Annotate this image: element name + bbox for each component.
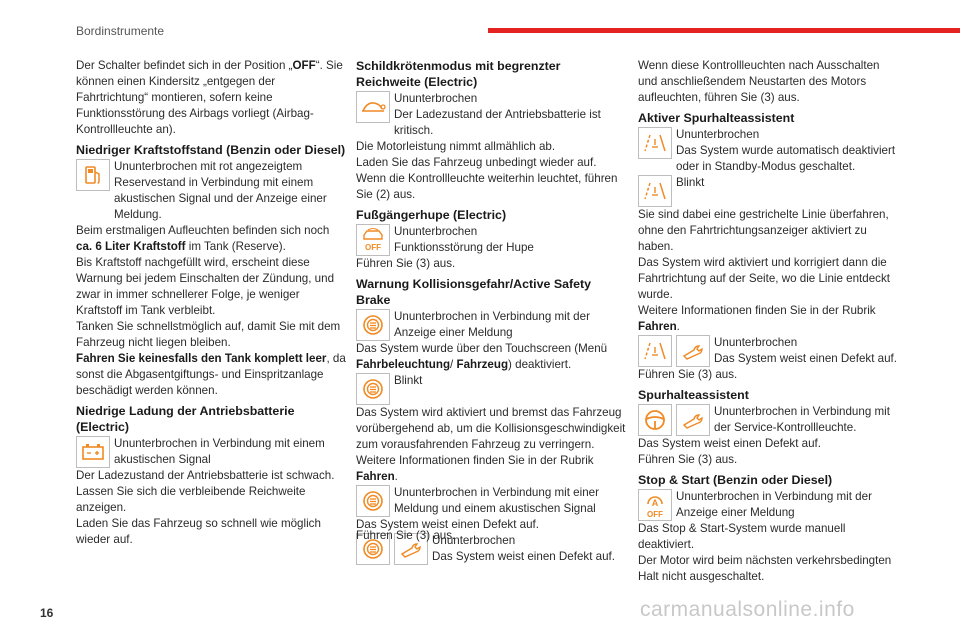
turtle-status-text: Ununterbrochen [394, 92, 478, 105]
stop-start-deactivated: Das Stop & Start-System wurde manuell deaktiviert. [638, 522, 846, 551]
lane-assist-c-status: Ununterbrochen [714, 336, 798, 349]
lane-departure-icon [638, 335, 672, 367]
section-heading-horn: Fußgängerhupe (Electric) [356, 208, 507, 222]
lane-departure-icon [638, 175, 672, 207]
collision-warning-icon [356, 309, 390, 341]
turtle-desc: Der Ladezustand der Antriebsbatterie ist kritisch. [394, 108, 601, 137]
collision-d-desc: Das System weist einen Defekt auf. [432, 550, 616, 563]
off-label: OFF [292, 59, 316, 72]
section-heading-lane-assist: Aktiver Spurhalteassistent [638, 111, 795, 125]
turtle-charge-text: Laden Sie das Fahrzeug unbedingt wieder auf. Wenn die Kontrollleuchte weiterhin leuchtet, führen Sie (2) aus. [356, 156, 618, 201]
fuel-empty-warning: Fahren Sie keinesfalls den Tank komplett leer, da sonst die Abgasentgiftungs- und Einspritzanlage beschädigt werden können. [76, 352, 346, 397]
collision-d-status: Ununterbrochen [432, 534, 516, 547]
lane-keep-status: Ununterbrochen in Verbindung mit der Service-Kontrollleuchte. [714, 405, 890, 434]
lane-departure-icon [638, 127, 672, 159]
collision-c-status: Ununterbrochen in Verbindung mit einer Meldung und einem akustischen Signal [394, 486, 599, 515]
collision-b-more: Weitere Informationen finden Sie in der Rubrik Fahren. [356, 454, 594, 483]
collision-a-status: Ununterbrochen in Verbindung mit der Anzeige einer Meldung [394, 310, 590, 339]
battery-charge-text: Laden Sie das Fahrzeug so schnell wie möglich wieder auf. [76, 517, 321, 546]
lane-assist-b-status: Blinkt [676, 176, 705, 189]
section-heading-turtle: Schildkrötenmodus mit begrenzter Reichweite (Electric) [356, 59, 561, 89]
indicator-fuel [76, 159, 346, 223]
section-heading-lane-keep: Spurhalteassistent [638, 388, 749, 402]
indicator-horn [356, 224, 626, 256]
fuel-status-text: Ununterbrochen mit rot angezeigtem Reservestand in Verbindung mit einem akustischen Signal und der Anzeige einer Meldung. [114, 160, 327, 221]
header-accent-bar [488, 28, 960, 33]
collision-c-desc: Das System weist einen Defekt auf. [356, 518, 540, 531]
horn-desc: Funktionsstörung der Hupe [394, 241, 534, 254]
fuel-reserve-text: Beim erstmaligen Aufleuchten befinden sich noch ca. 6 Liter Kraftstoff im Tank (Reserve). [76, 224, 330, 253]
lane-assist-correct-text: Das System wird aktiviert und korrigiert dann die Fahrtrichtung auf der Seite, wo die Linie entdeckt wurde. [638, 256, 890, 301]
indicator-stop-start [638, 489, 900, 521]
svg-text:OFF: OFF [365, 243, 381, 252]
fuel-pump-icon [76, 159, 110, 191]
svg-text:OFF: OFF [647, 510, 663, 519]
fuel-refuel-text: Tanken Sie schnellstmöglich auf, damit Sie mit dem Fahrzeug nicht liegen bleiben. [76, 320, 341, 349]
wrench-icon [676, 404, 710, 436]
turtle-power-text: Die Motorleistung nimmt allmählich ab. [356, 140, 556, 153]
section-heading-collision: Warnung Kollisionsgefahr/Active Safety Brake [356, 277, 592, 307]
battery-status-text: Ununterbrochen in Verbindung mit einem akustischen Signal [114, 437, 325, 466]
lane-assist-b-desc: Sie sind dabei eine gestrichelte Linie überfahren, ohne den Fahrtrichtungsanzeiger aktiviert zu haben. [638, 208, 889, 253]
column-1 [76, 58, 346, 548]
indicator-battery [76, 436, 346, 468]
airbag-intro: Der Schalter befindet sich in der Position „OFF“. Sie können einen Kindersitz „entgegen der Fahrtrichtung“ montieren, sofern keine Funktionsstörung des Airbags vorliegt (Airbag-Kontrollleuchte an). [76, 59, 343, 136]
lane-assist-more: Weitere Informationen finden Sie in der Rubrik Fahren. [638, 304, 876, 333]
section-heading-battery: Niedrige Ladung der Antriebsbatterie (Electric) [76, 404, 295, 434]
page-header-title: Bordinstrumente [76, 24, 165, 38]
lane-assist-action: Führen Sie (3) aus. [638, 368, 738, 381]
collision-warning-icon [356, 373, 390, 405]
lane-assist-c-desc: Das System weist einen Defekt auf. [714, 352, 898, 365]
turtle-icon [356, 91, 390, 123]
battery-low-icon [76, 436, 110, 468]
lane-keep-defect: Das System weist einen Defekt auf. [638, 437, 822, 450]
wrench-icon [676, 335, 710, 367]
fuel-warning-text: Bis Kraftstoff nachgefüllt wird, erscheint diese Warnung bei jedem Einschalten der Zündung, und zwar in immer schnellerer Folge, je weniger Kraftstoff im Tank verbleibt. [76, 256, 335, 317]
collision-warning-icon [356, 485, 390, 517]
indicator-collision-b [356, 373, 626, 405]
column-2 [356, 58, 626, 565]
indicator-lane-assist-b [638, 175, 900, 207]
col3-intro: Wenn diese Kontrollleuchten nach Ausschalten und anschließendem Neustarten des Motors aufleuchten, führen Sie (3) aus. [638, 59, 880, 104]
indicator-collision-c [356, 485, 626, 517]
section-heading-stop-start: Stop & Start (Benzin oder Diesel) [638, 473, 833, 487]
horn-action-text: Führen Sie (3) aus. [356, 257, 456, 270]
indicator-lane-assist-a [638, 127, 900, 175]
svg-text:A: A [651, 498, 659, 508]
horn-status-text: Ununterbrochen [394, 225, 478, 238]
stop-start-engine-text: Der Motor wird beim nächsten verkehrsbedingten Halt nicht ausgeschaltet. [638, 554, 892, 583]
watermark: carmanualsonline.info [640, 598, 855, 621]
collision-b-status: Blinkt [394, 374, 423, 387]
page-number: 16 [40, 606, 54, 620]
lane-assist-a-desc: Das System wurde automatisch deaktiviert oder in Standby-Modus geschaltet. [676, 144, 896, 173]
battery-range-text: Lassen Sie sich die verbleibende Reichweite anzeigen. [76, 485, 306, 514]
indicator-collision-a [356, 309, 626, 341]
section-heading-fuel: Niedriger Kraftstoffstand (Benzin oder Diesel) [76, 143, 346, 157]
stop-start-status: Ununterbrochen in Verbindung mit der Anzeige einer Meldung [676, 490, 872, 519]
collision-b-desc: Das System wird aktiviert und bremst das Fahrzeug vorübergehend ab, um die Kollisionsgeschwindigkeit zum vorausfahrenden Fahrzeug zu verringern. [356, 406, 626, 451]
battery-weak-text: Der Ladezustand der Antriebsbatterie ist schwach. [76, 469, 335, 482]
indicator-lane-keep [638, 404, 900, 436]
column-3 [638, 58, 900, 585]
lane-keep-action: Führen Sie (3) aus. [638, 453, 738, 466]
collision-a-desc: Das System wurde über den Touchscreen (Menü Fahrbeleuchtung/ Fahrzeug) deaktiviert. [356, 342, 608, 371]
lane-assist-a-status: Ununterbrochen [676, 128, 760, 141]
indicator-lane-assist-c [638, 335, 900, 367]
stop-start-off-icon [638, 489, 672, 521]
steering-wheel-icon [638, 404, 672, 436]
pedestrian-horn-off-icon [356, 224, 390, 256]
collision-c-action: Führen Sie (3) aus. [356, 529, 456, 542]
indicator-turtle [356, 91, 626, 139]
